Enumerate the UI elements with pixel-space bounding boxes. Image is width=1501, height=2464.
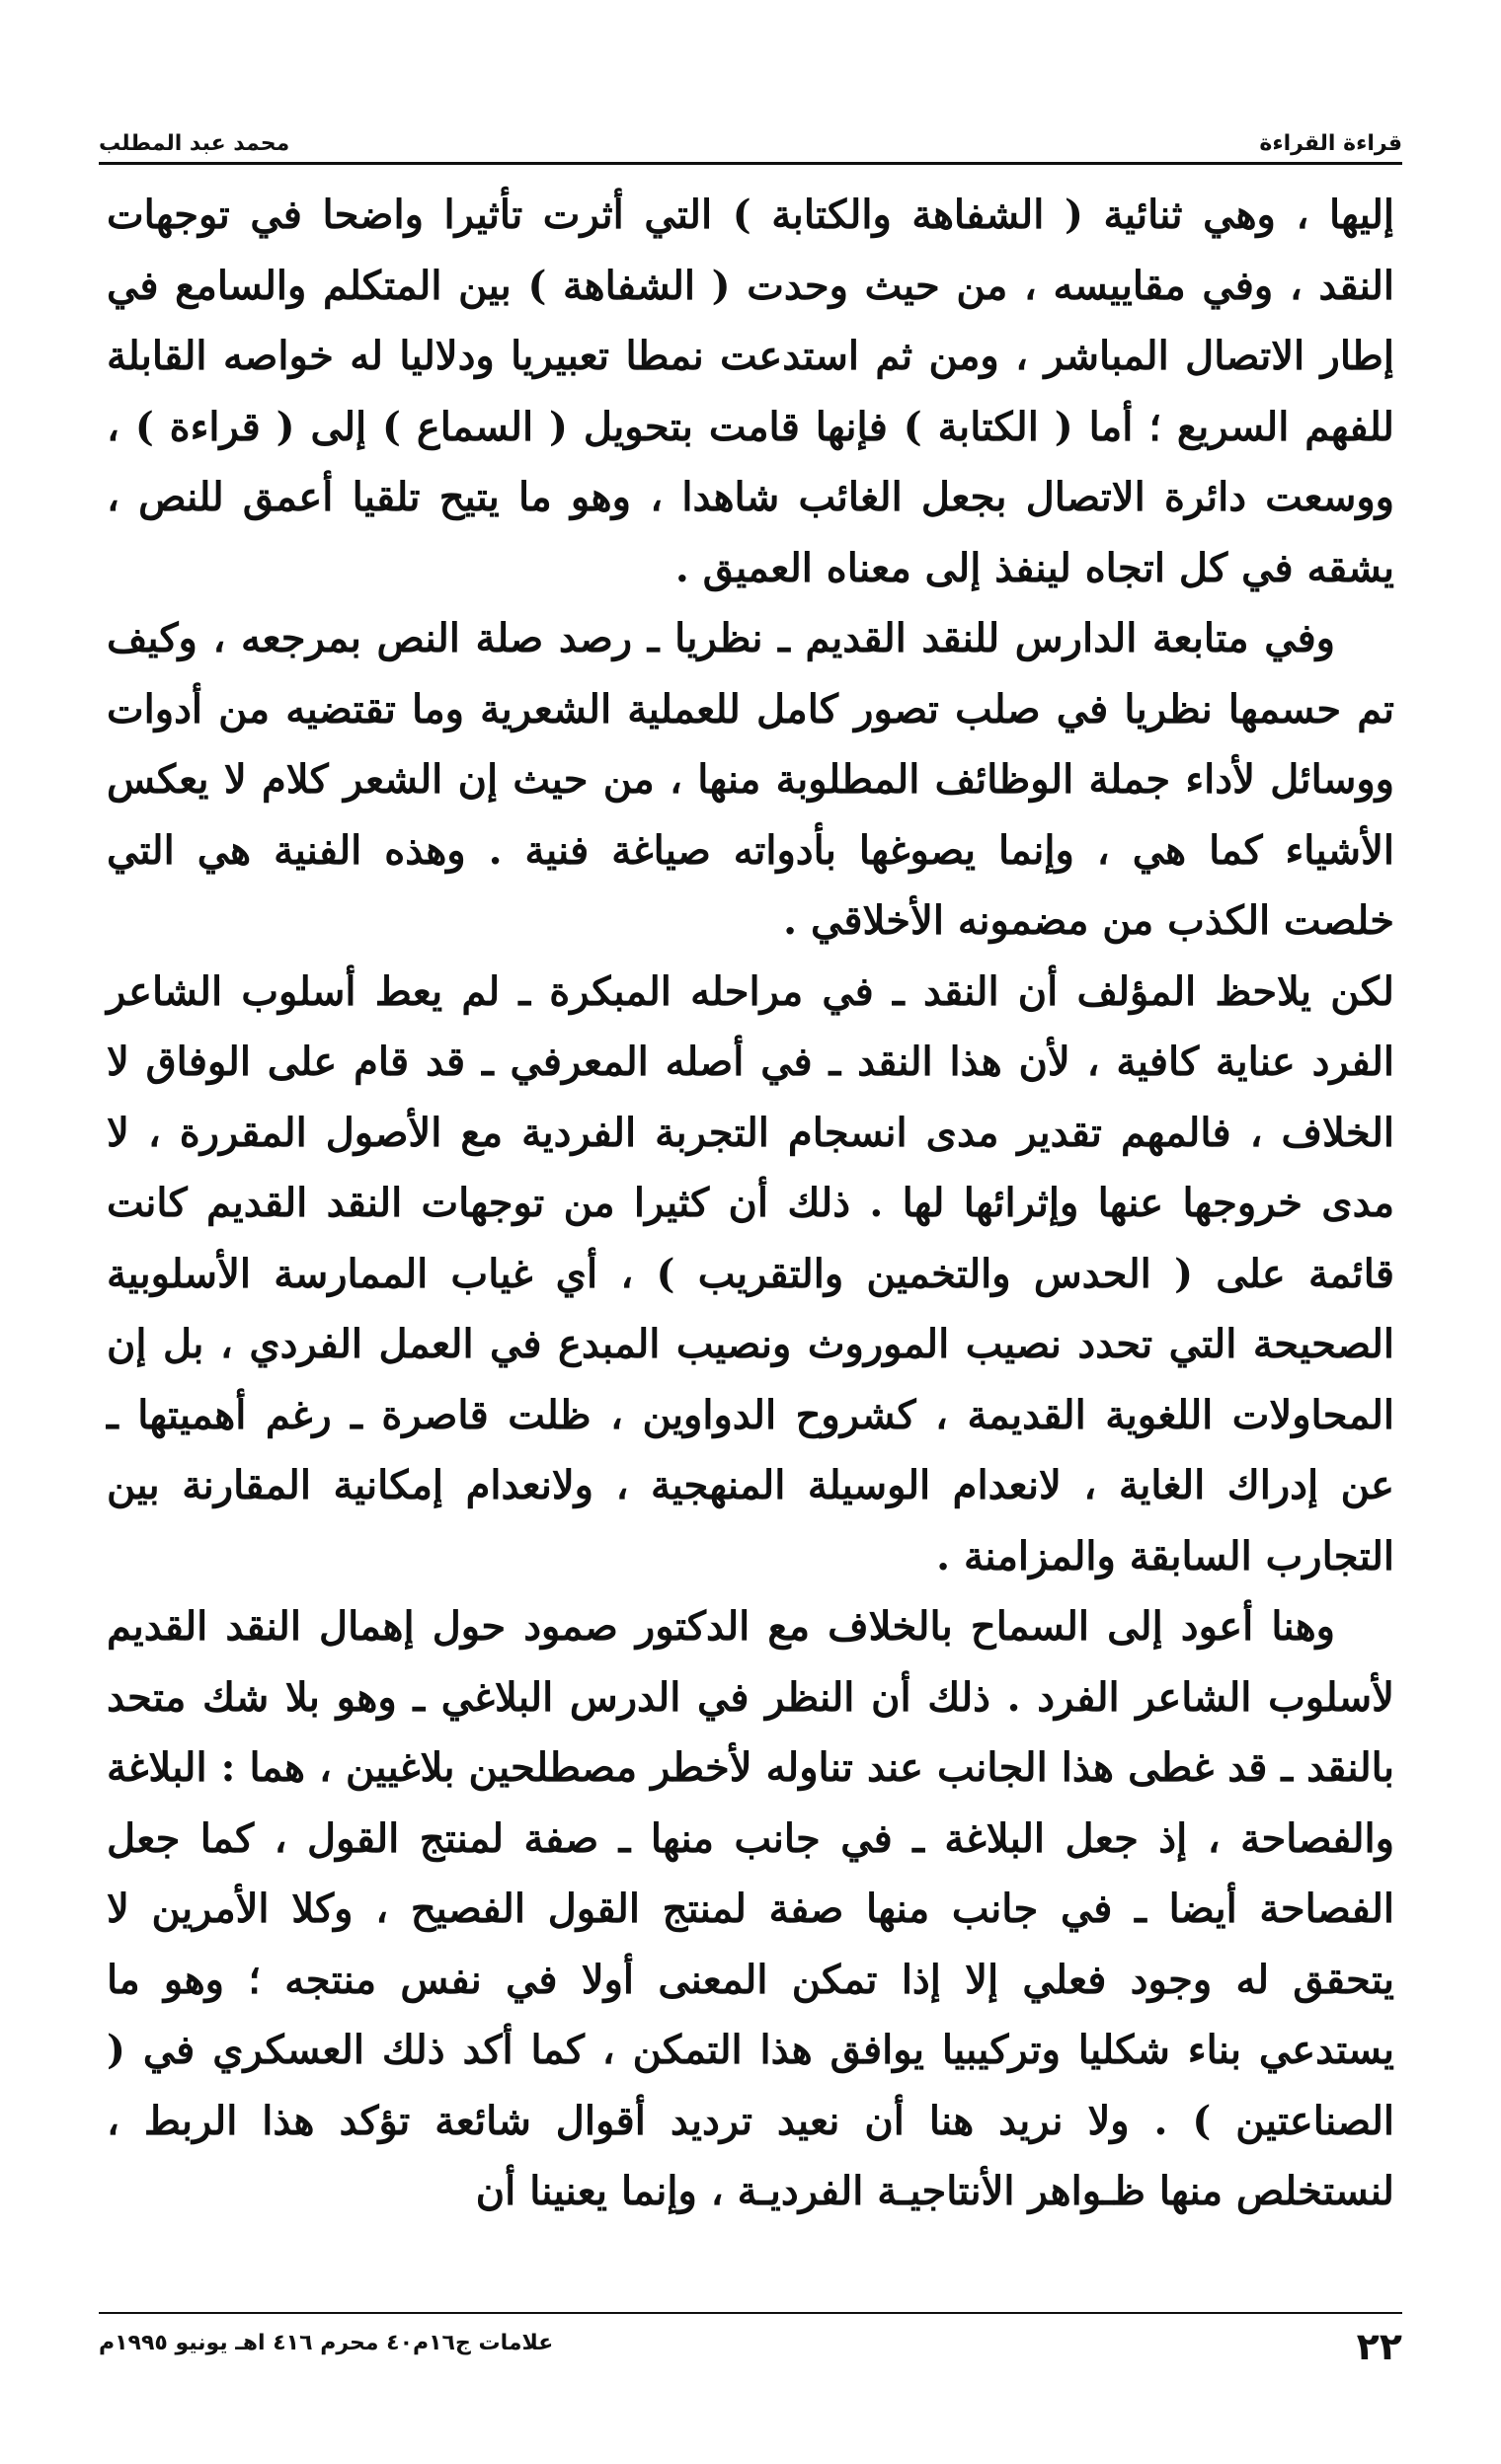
running-head (99, 107, 1402, 156)
body-text (107, 180, 1394, 2227)
header-rule (99, 162, 1402, 165)
paragraph-1: إليها ، وهي ثنائية ( الشفاهة والكتابة ) التي أثرت تأثيرا واضحا في توجهات النقد ، وفي مقاييسه ، من حيث وحدت ( الشفاهة ) بين المتكلم والسامع في إطار الاتصال المباشر ، ومن ثم استدعت نمطا تعبيريا ودلاليا له خواصه القابلة للفهم السريع ؛ أما ( الكتابة ) فإنها قامت بتحويل ( السماع ) إلى ( قراءة ) ، ووسعت دائرة الاتصال بجعل الغائب شاهدا ، وهو ما يتيح تلقيا أعمق للنص ، يشقه في كل اتجاه لينفذ إلى معناه العميق . (107, 192, 1395, 591)
author-name: محمد عبد المطلب (99, 131, 290, 156)
paragraph-2: وفي متابعة الدارس للنقد القديم ـ نظريا ـ رصد صلة النص بمرجعه ، وكيف تم حسمها نظريا في صلب تصور كامل للعملية الشعرية وما تقتضيه من أدوات ووسائل لأداء جملة الوظائف المطلوبة منها ، من حيث إن الشعر كلام لا يعكس الأشياء كما هي ، وإنما يصوغها بأدواته صياغة فنية . وهذه الفنية هي التي خلصت الكذب من مضمونه الأخلاقي . (107, 615, 1394, 944)
paragraph-3: لكن يلاحظ المؤلف أن النقد ـ في مراحله المبكرة ـ لم يعط أسلوب الشاعر الفرد عناية كافية ، لأن هذا النقد ـ في أصله المعرفي ـ قد قام على الوفاق لا الخلاف ، فالمهم تقدير مدى انسجام التجربة الفردية مع الأصول المقررة ، لا مدى خروجها عنها وإثرائها لها . ذلك أن كثيرا من توجهات النقد القديم كانت قائمة على ( الحدس والتخمين والتقريب ) ، أي غياب الممارسة الأسلوبية الصحيحة التي تحدد نصيب الموروث ونصيب المبدع في العمل الفردي ، بل إن المحاولات اللغوية القديمة ، كشروح الدواوين ، ظلت قاصرة ـ رغم أهميتها ـ عن إدراك الغاية ، لانعدام الوسيلة المنهجية ، ولانعدام إمكانية المقارنة بين التجارب السابقة والمزامنة . (107, 967, 1395, 1579)
running-title: قراءة القراءة (1259, 131, 1402, 156)
journal-citation: علامات ج١٦م٤٠ محرم ٤١٦ اهـ يونيو ١٩٩٥م (99, 2331, 554, 2355)
footer (99, 2325, 1402, 2368)
paragraph-4: وهنا أعود إلى السماح بالخلاف مع الدكتور صمود حول إهمال النقد القديم لأسلوب الشاعر الفرد . ذلك أن النظر في الدرس البلاغي ـ وهو بلا شك متحد بالنقد ـ قد غطى هذا الجانب عند تناوله لأخطر مصطلحين بلاغيين ، هما : البلاغة والفصاحة ، إذ جعل البلاغة ـ في جانب منها ـ صفة لمنتج القول ، كما جعل الفصاحة أيضا ـ في جانب منها صفة لمنتج القول الفصيح ، وكلا الأمرين لا يتحقق له وجود فعلي إلا إذا تمكن المعنى أولا في نفس منتجه ؛ وهو ما يستدعي بناء شكليا وتركيبيا يوافق هذا التمكن ، كما أكد ذلك العسكري في ( الصناعتين ) . ولا نريد هنا أن نعيد ترديد أقوال شائعة تؤكد هذا الربط ، لنستخلص منها ظـواهر الأنتاجيـة الفرديـة ، وإنما يعنينا أن (107, 1603, 1394, 2214)
page-number: ٢٢ (1356, 2325, 1402, 2368)
footer-rule (99, 2312, 1402, 2314)
